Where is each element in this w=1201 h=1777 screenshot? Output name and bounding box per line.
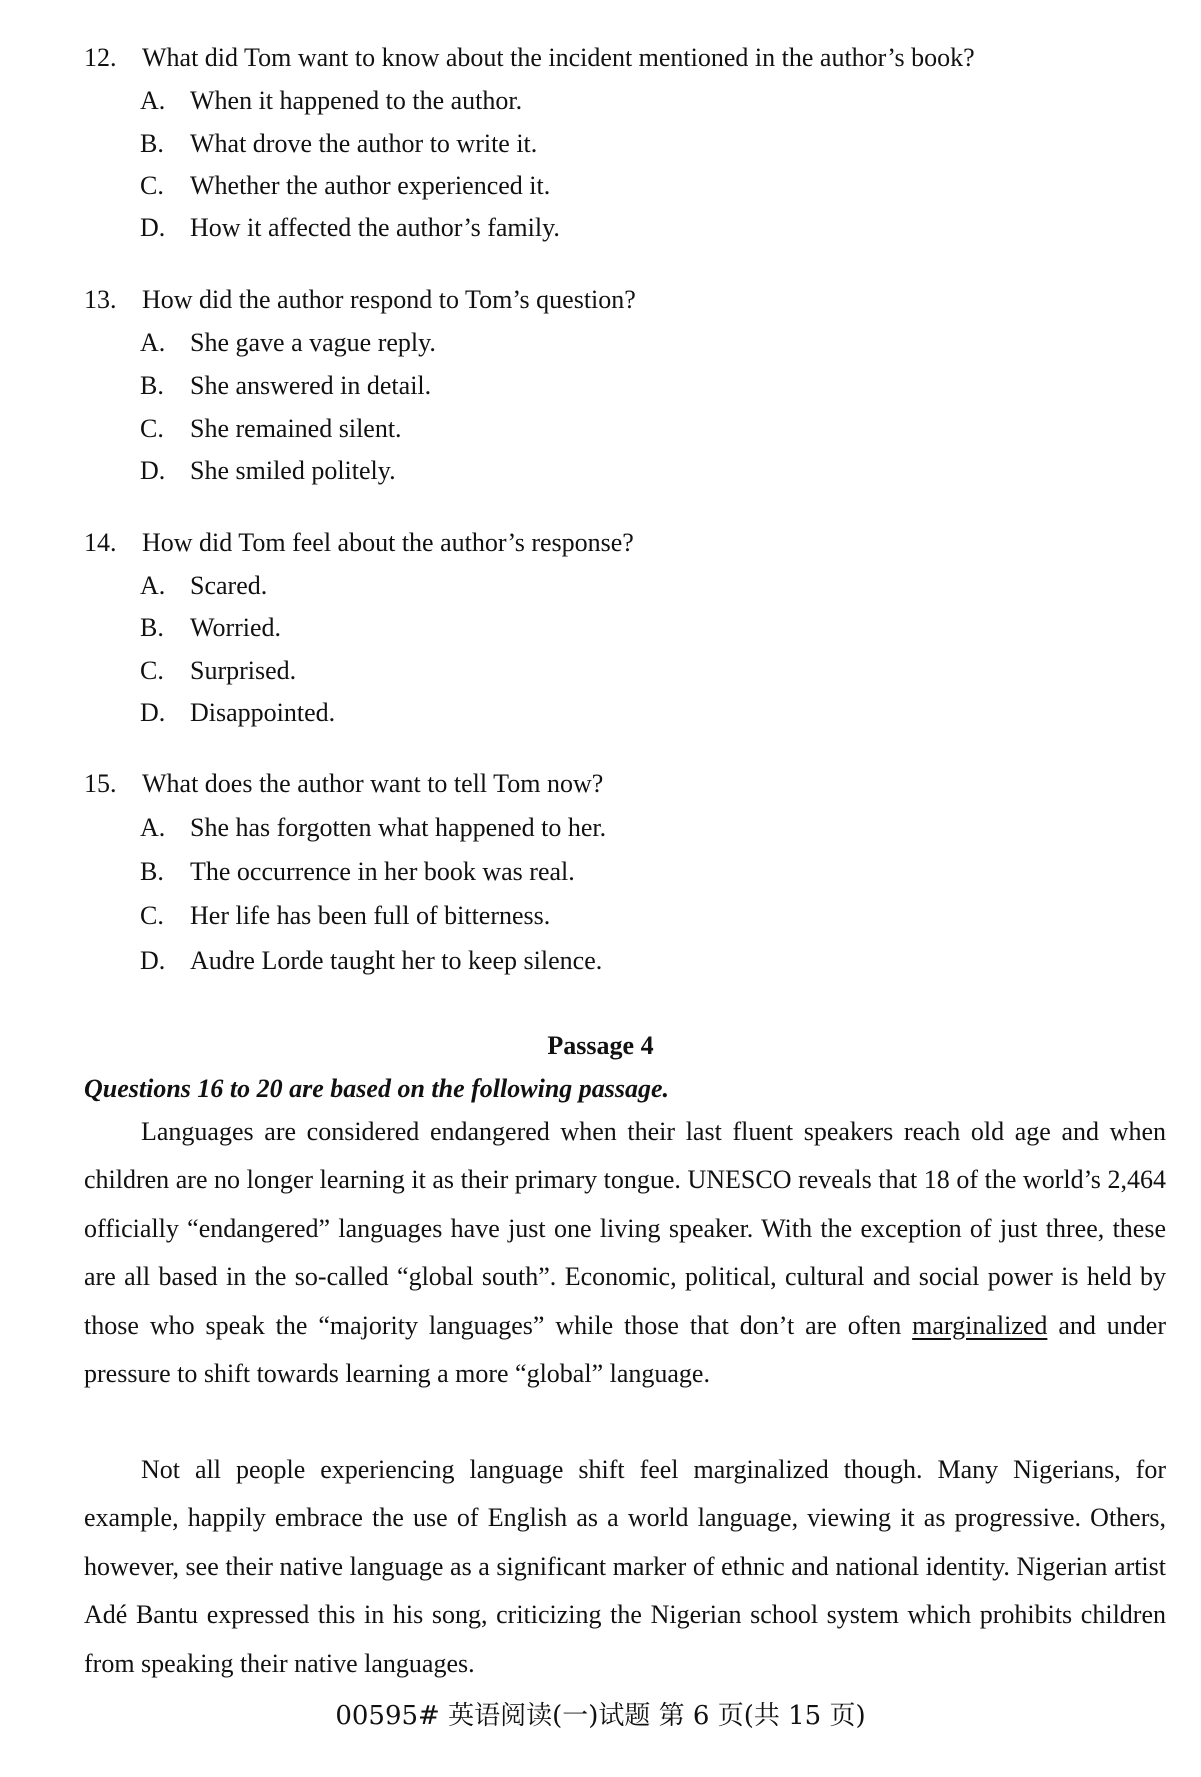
- question-12-option-c: [140, 170, 550, 202]
- option-letter: D.: [140, 946, 166, 975]
- question-text: How did the author respond to Tom’s question?: [142, 285, 636, 314]
- question-text: What did Tom want to know about the incident mentioned in the author’s book?: [142, 43, 975, 72]
- option-letter: D.: [140, 213, 166, 242]
- question-12-option-a: [140, 85, 522, 117]
- option-letter: C.: [140, 414, 164, 443]
- question-15-option-a: [140, 812, 606, 844]
- question-13-stem: [84, 284, 636, 316]
- question-number: 12.: [84, 43, 117, 72]
- passage-title: Passage 4: [547, 1031, 654, 1060]
- question-13-option-a: [140, 327, 436, 359]
- question-14-option-d: [140, 697, 335, 729]
- option-letter: A.: [140, 86, 166, 115]
- option-letter: B.: [140, 371, 164, 400]
- option-text: Whether the author experienced it.: [190, 171, 551, 200]
- option-text: What drove the author to write it.: [190, 129, 538, 158]
- option-letter: D.: [140, 456, 166, 485]
- question-number: 13.: [84, 285, 117, 314]
- option-text: When it happened to the author.: [190, 86, 523, 115]
- option-letter: C.: [140, 901, 164, 930]
- page-footer: 00595# 英语阅读(一)试题 第 6 页(共 15 页): [335, 1701, 866, 1731]
- question-14-option-a: [140, 570, 267, 602]
- option-letter: D.: [140, 698, 166, 727]
- question-12-stem: [84, 42, 975, 74]
- option-text: Surprised.: [190, 656, 297, 685]
- option-letter: A.: [140, 813, 166, 842]
- option-text: Her life has been full of bitterness.: [190, 901, 551, 930]
- question-13-option-c: [140, 413, 402, 445]
- option-letter: A.: [140, 328, 166, 357]
- question-15-option-d: [140, 945, 602, 977]
- passage-instruction: Questions 16 to 20 are based on the following passage.: [84, 1074, 670, 1103]
- question-text: What does the author want to tell Tom now?: [142, 769, 604, 798]
- option-text: She gave a vague reply.: [190, 328, 436, 357]
- option-text: How it affected the author’s family.: [190, 213, 560, 242]
- question-13-option-b: [140, 370, 431, 402]
- question-15-option-c: [140, 900, 550, 932]
- option-text: She smiled politely.: [190, 456, 396, 485]
- question-text: How did Tom feel about the author’s response?: [142, 528, 634, 557]
- question-14-option-b: [140, 612, 281, 644]
- option-text: She has forgotten what happened to her.: [190, 813, 607, 842]
- option-text: Audre Lorde taught her to keep silence.: [190, 946, 603, 975]
- option-letter: C.: [140, 656, 164, 685]
- question-number: 14.: [84, 528, 117, 557]
- option-text: The occurrence in her book was real.: [190, 857, 575, 886]
- option-text: Disappointed.: [190, 698, 336, 727]
- option-letter: B.: [140, 613, 164, 642]
- option-letter: A.: [140, 571, 166, 600]
- passage-paragraph-2: Not all people experiencing language shift feel marginalized though. Many Nigerians, for example, happily embrace the use of English as a world language, viewing it as progressive. Others, however, see their native language as a significant marker of ethnic and national identity. Nigerian artist Adé Bantu expressed this in his song, criticizing the Nigerian school system which prohibits children from speaking their native languages.: [84, 1455, 1166, 1678]
- question-12-option-b: [140, 128, 537, 160]
- option-text: Worried.: [190, 613, 282, 642]
- question-15-stem: [84, 768, 603, 800]
- question-12-option-d: [140, 212, 560, 244]
- option-letter: B.: [140, 857, 164, 886]
- option-text: She remained silent.: [190, 414, 402, 443]
- option-letter: B.: [140, 129, 164, 158]
- paragraph-text: Languages are considered endangered when their last fluent speakers reach old age and when children are no longer learning it as their primary tongue. UNESCO reveals that 18 of the world’s 2,464 officially “endangered” languages have just one living speaker. With the exception of just three, these are all based in the so-called “global south”. Economic, political, cultural and social power is held by those who speak the “majority languages” while those that don’t are often: [84, 1117, 1166, 1340]
- question-14-option-c: [140, 655, 296, 687]
- passage-paragraph-1: [84, 1108, 1166, 1398]
- question-14-stem: [84, 527, 634, 559]
- option-text: She answered in detail.: [190, 371, 432, 400]
- underlined-word: marginalized: [912, 1310, 1048, 1340]
- option-letter: C.: [140, 171, 164, 200]
- paragraph-text: and under pressure to shift towards learning a more “global” language.: [84, 1310, 1166, 1389]
- question-15-option-b: [140, 856, 575, 888]
- question-number: 15.: [84, 769, 117, 798]
- option-text: Scared.: [190, 571, 268, 600]
- question-13-option-d: [140, 455, 396, 487]
